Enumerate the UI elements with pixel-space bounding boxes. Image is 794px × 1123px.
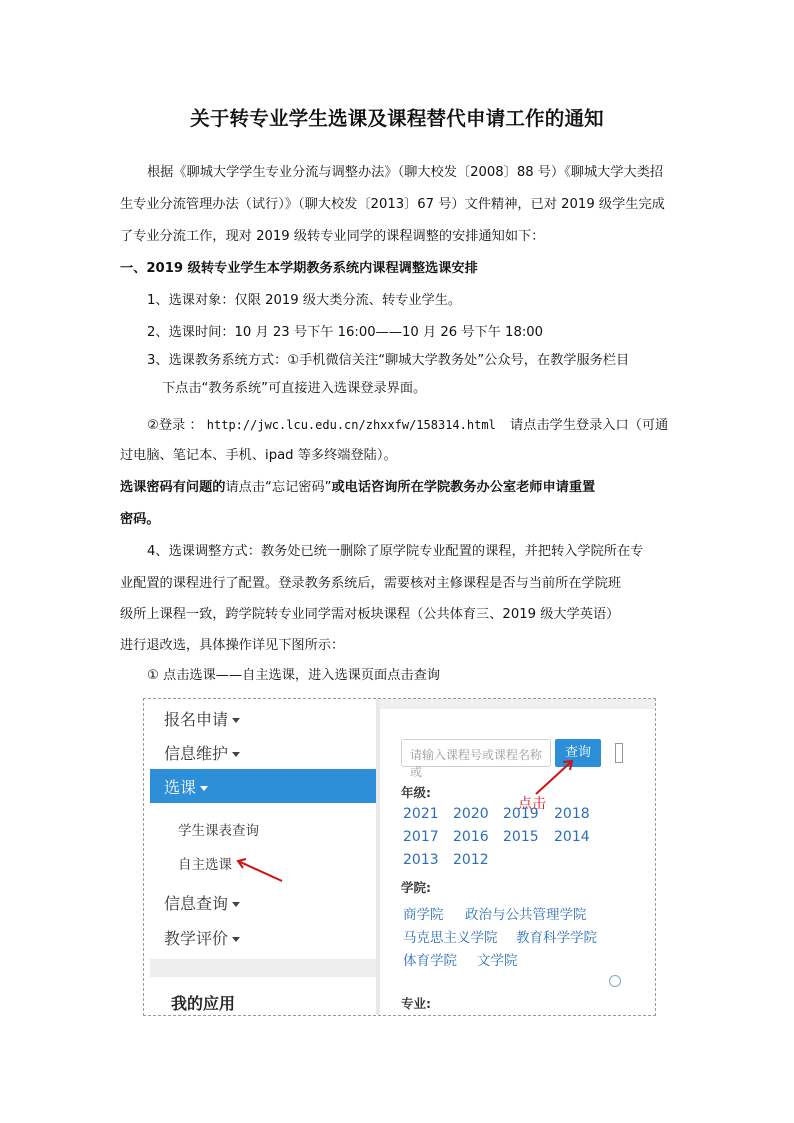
grade-label: 年级: — [401, 785, 431, 800]
menu-label: 信息维护 — [164, 744, 229, 763]
year-option[interactable]: 2018 — [554, 806, 590, 822]
menu-label: 教学评价 — [164, 929, 229, 948]
year-option[interactable]: 2021 — [403, 806, 439, 822]
para1-line1: 根据《聊城大学学生专业分流与调整办法》（聊大校发〔2008〕88 号）《聊城大学大类招 — [147, 165, 664, 180]
password-forgot: 请点击“忘记密码” — [225, 480, 332, 495]
item-1: 1、选课对象：仅限 2019 级大类分流、转专业学生。 — [147, 293, 462, 308]
menu-label: 信息查询 — [164, 894, 229, 913]
year-option[interactable]: 2019 — [503, 806, 539, 822]
college-option[interactable]: 商学院 — [403, 907, 444, 923]
year-option[interactable]: 2013 — [403, 852, 439, 868]
year-option[interactable]: 2014 — [554, 829, 590, 845]
my-apps-heading: 我的应用 — [171, 994, 236, 1013]
year-option[interactable]: 2012 — [453, 852, 489, 868]
year-option[interactable]: 2016 — [453, 829, 489, 845]
step-1: ① 点击选课——自主选课，进入选课页面点击查询 — [147, 668, 440, 683]
college-option[interactable]: 教育科学学院 — [516, 930, 597, 946]
login-url-link[interactable]: http://jwc.lcu.edu.cn/zhxxfw/158314.html — [206, 418, 496, 432]
password-line — [120, 481, 595, 495]
login-line2: 过电脑、笔记本、手机、ipad 等多终端登陆）。 — [120, 448, 397, 463]
login-prefix: ②登录 ： — [147, 418, 203, 433]
college-option[interactable]: 政治与公共管理学院 — [465, 907, 587, 923]
para1-line3: 了专业分流工作，现对 2019 级转专业同学的课程调整的安排通知如下： — [120, 229, 545, 244]
item-4-line2: 业配置的课程进行了配置。登录教务系统后，需要核对主修课程是否与当前所在学院班 — [120, 576, 622, 591]
college-option[interactable]: 体育学院 — [403, 953, 457, 969]
submenu-self-select[interactable]: 自主选课 — [178, 857, 232, 873]
year-option[interactable]: 2020 — [453, 806, 489, 822]
item-4-line1: 4、选课调整方式：教务处已统一删除了原学院专业配置的课程，并把转入学院所在专 — [147, 544, 644, 559]
para1-line2: 生专业分流管理办法（试行）》（聊大校发〔2013〕67 号）文件精神，已对 2019 级学生完成 — [120, 197, 665, 212]
item-2: 2、选课时间：10 月 23 号下午 16:00——10 月 26 号下午 18:00 — [147, 325, 544, 340]
college-option[interactable]: 文学院 — [477, 953, 518, 969]
password-line2: 密码。 — [120, 512, 160, 527]
item-3-line1: 3、选课教务系统方式：①手机微信关注“聊城大学教务处”公众号，在教学服务栏目 — [147, 353, 630, 368]
menu-label: 选课 — [164, 778, 197, 797]
annotation-arrows-icon — [144, 699, 655, 1015]
password-bold-1: 选课密码有问题的 — [120, 480, 226, 495]
major-label: 专业: — [401, 996, 431, 1011]
query-button[interactable]: 查询 — [555, 739, 601, 767]
click-annotation: 点击 — [518, 796, 546, 812]
college-label: 学院: — [401, 880, 431, 895]
item-4-line4: 进行退改选，具体操作详见下图所示： — [120, 638, 345, 653]
year-option[interactable]: 2017 — [403, 829, 439, 845]
password-bold-2: 或电话咨询所在学院教务办公室老师申请重置 — [331, 480, 596, 495]
item-3-line2: 下点击“教务系统”可直接进入选课登录界面。 — [162, 381, 427, 396]
year-option[interactable]: 2015 — [503, 829, 539, 845]
college-option[interactable]: 马克思主义学院 — [403, 930, 498, 946]
item-4-line3: 级所上课程一致，跨学院转专业同学需对板块课程（公共体育三、2019 级大学英语） — [120, 607, 620, 622]
section-heading-1: 一、2019 级转专业学生本学期教务系统内课程调整选课安排 — [120, 261, 478, 276]
submenu-timetable[interactable]: 学生课表查询 — [178, 823, 259, 839]
course-search-input[interactable]: 请输入课程号或课程名称或 — [401, 739, 551, 767]
menu-label: 报名申请 — [164, 710, 229, 729]
embedded-screenshot — [143, 698, 656, 1016]
login-suffix: 请点击学生登录入口（可通 — [509, 418, 669, 433]
document-title: 关于转专业学生选课及课程替代申请工作的通知 — [190, 107, 604, 130]
login-line — [147, 418, 668, 433]
